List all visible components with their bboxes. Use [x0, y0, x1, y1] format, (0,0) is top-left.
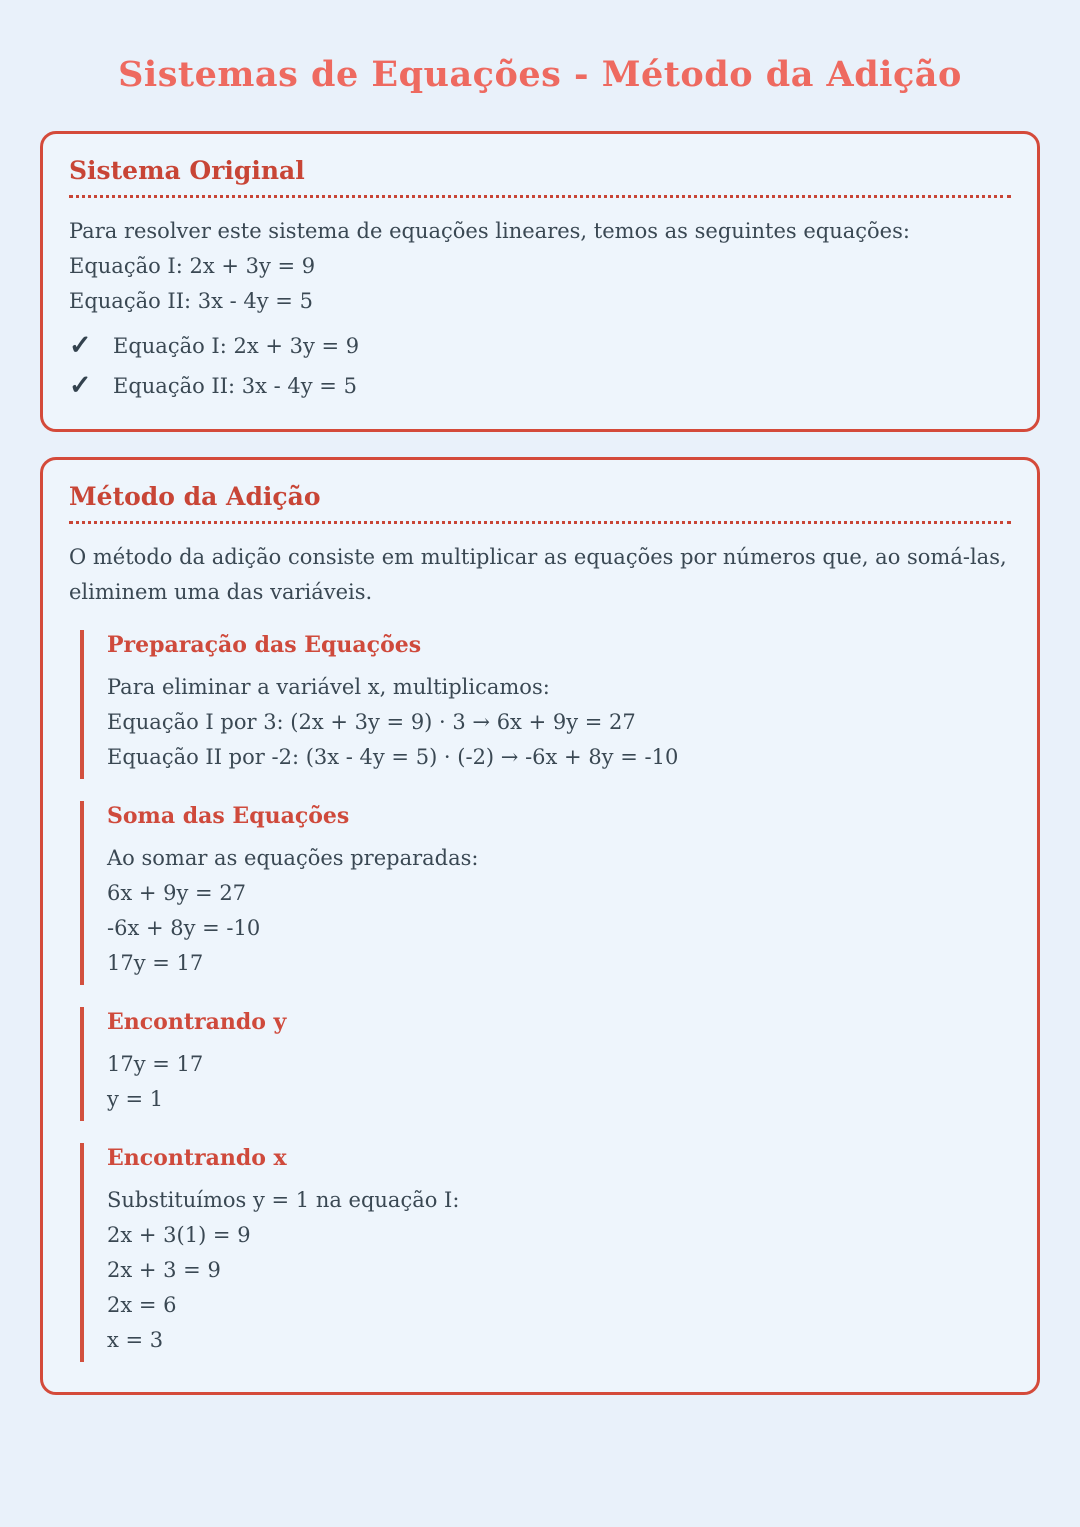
step-line: 2x = 6: [107, 1293, 177, 1317]
step-line: 17y = 17: [107, 951, 204, 975]
step-line: 2x + 3 = 9: [107, 1258, 221, 1282]
equation-check-list: [69, 329, 1011, 403]
subsection-heading: Soma das Equações: [107, 803, 350, 829]
step-line: 17y = 17: [107, 1052, 204, 1076]
step-line: -6x + 8y = -10: [107, 916, 261, 940]
check-item-equation-1: [69, 329, 1011, 363]
subsection-heading: Encontrando y: [107, 1009, 287, 1035]
sistema-original-card: [40, 131, 1040, 432]
step-line: y = 1: [107, 1087, 164, 1111]
equation-2-line: Equação II: 3x - 4y = 5: [69, 289, 313, 313]
subsection-preparacao-das-equacoes: [80, 630, 1011, 779]
check-icon: ✓: [69, 330, 92, 361]
step-line: Para eliminar a variável x, multiplicamos:: [107, 675, 550, 699]
subsection-encontrando-y: [80, 1007, 1011, 1121]
subsection-encontrando-x: [80, 1143, 1011, 1362]
step-line: 2x + 3(1) = 9: [107, 1223, 251, 1247]
step-line: 6x + 9y = 27: [107, 881, 247, 905]
step-line: Ao somar as equações preparadas:: [107, 846, 479, 870]
step-line: Equação I por 3: (2x + 3y = 9) · 3 → 6x + 9y = 27: [107, 710, 636, 734]
step-line: Equação II por -2: (3x - 4y = 5) · (-2) → -6x + 8y = -10: [107, 745, 679, 769]
metodo-da-adicao-card: [40, 457, 1040, 1395]
card-heading-metodo-da-adicao: Método da Adição: [69, 482, 1011, 524]
subsection-soma-das-equacoes: [80, 801, 1011, 985]
page-title: Sistemas de Equações - Método da Adição: [118, 54, 962, 95]
card-heading-sistema-original: Sistema Original: [69, 156, 1011, 198]
check-icon: ✓: [69, 370, 92, 401]
step-line: Substituímos y = 1 na equação I:: [107, 1188, 460, 1212]
subsection-heading: Encontrando x: [107, 1145, 287, 1171]
check-item-equation-2: [69, 369, 1011, 403]
paragraph-intro: Para resolver este sistema de equações lineares, temos as seguintes equações:: [69, 219, 910, 243]
subsection-heading: Preparação das Equações: [107, 632, 422, 658]
method-intro-paragraph: O método da adição consiste em multiplicar as equações por números que, ao somá-las, eliminem uma das variáveis.: [69, 545, 1007, 604]
check-item-label: Equação I: 2x + 3y = 9: [113, 334, 360, 358]
step-line: x = 3: [107, 1328, 164, 1352]
equation-1-line: Equação I: 2x + 3y = 9: [69, 254, 316, 278]
check-item-label: Equação II: 3x - 4y = 5: [113, 374, 357, 398]
